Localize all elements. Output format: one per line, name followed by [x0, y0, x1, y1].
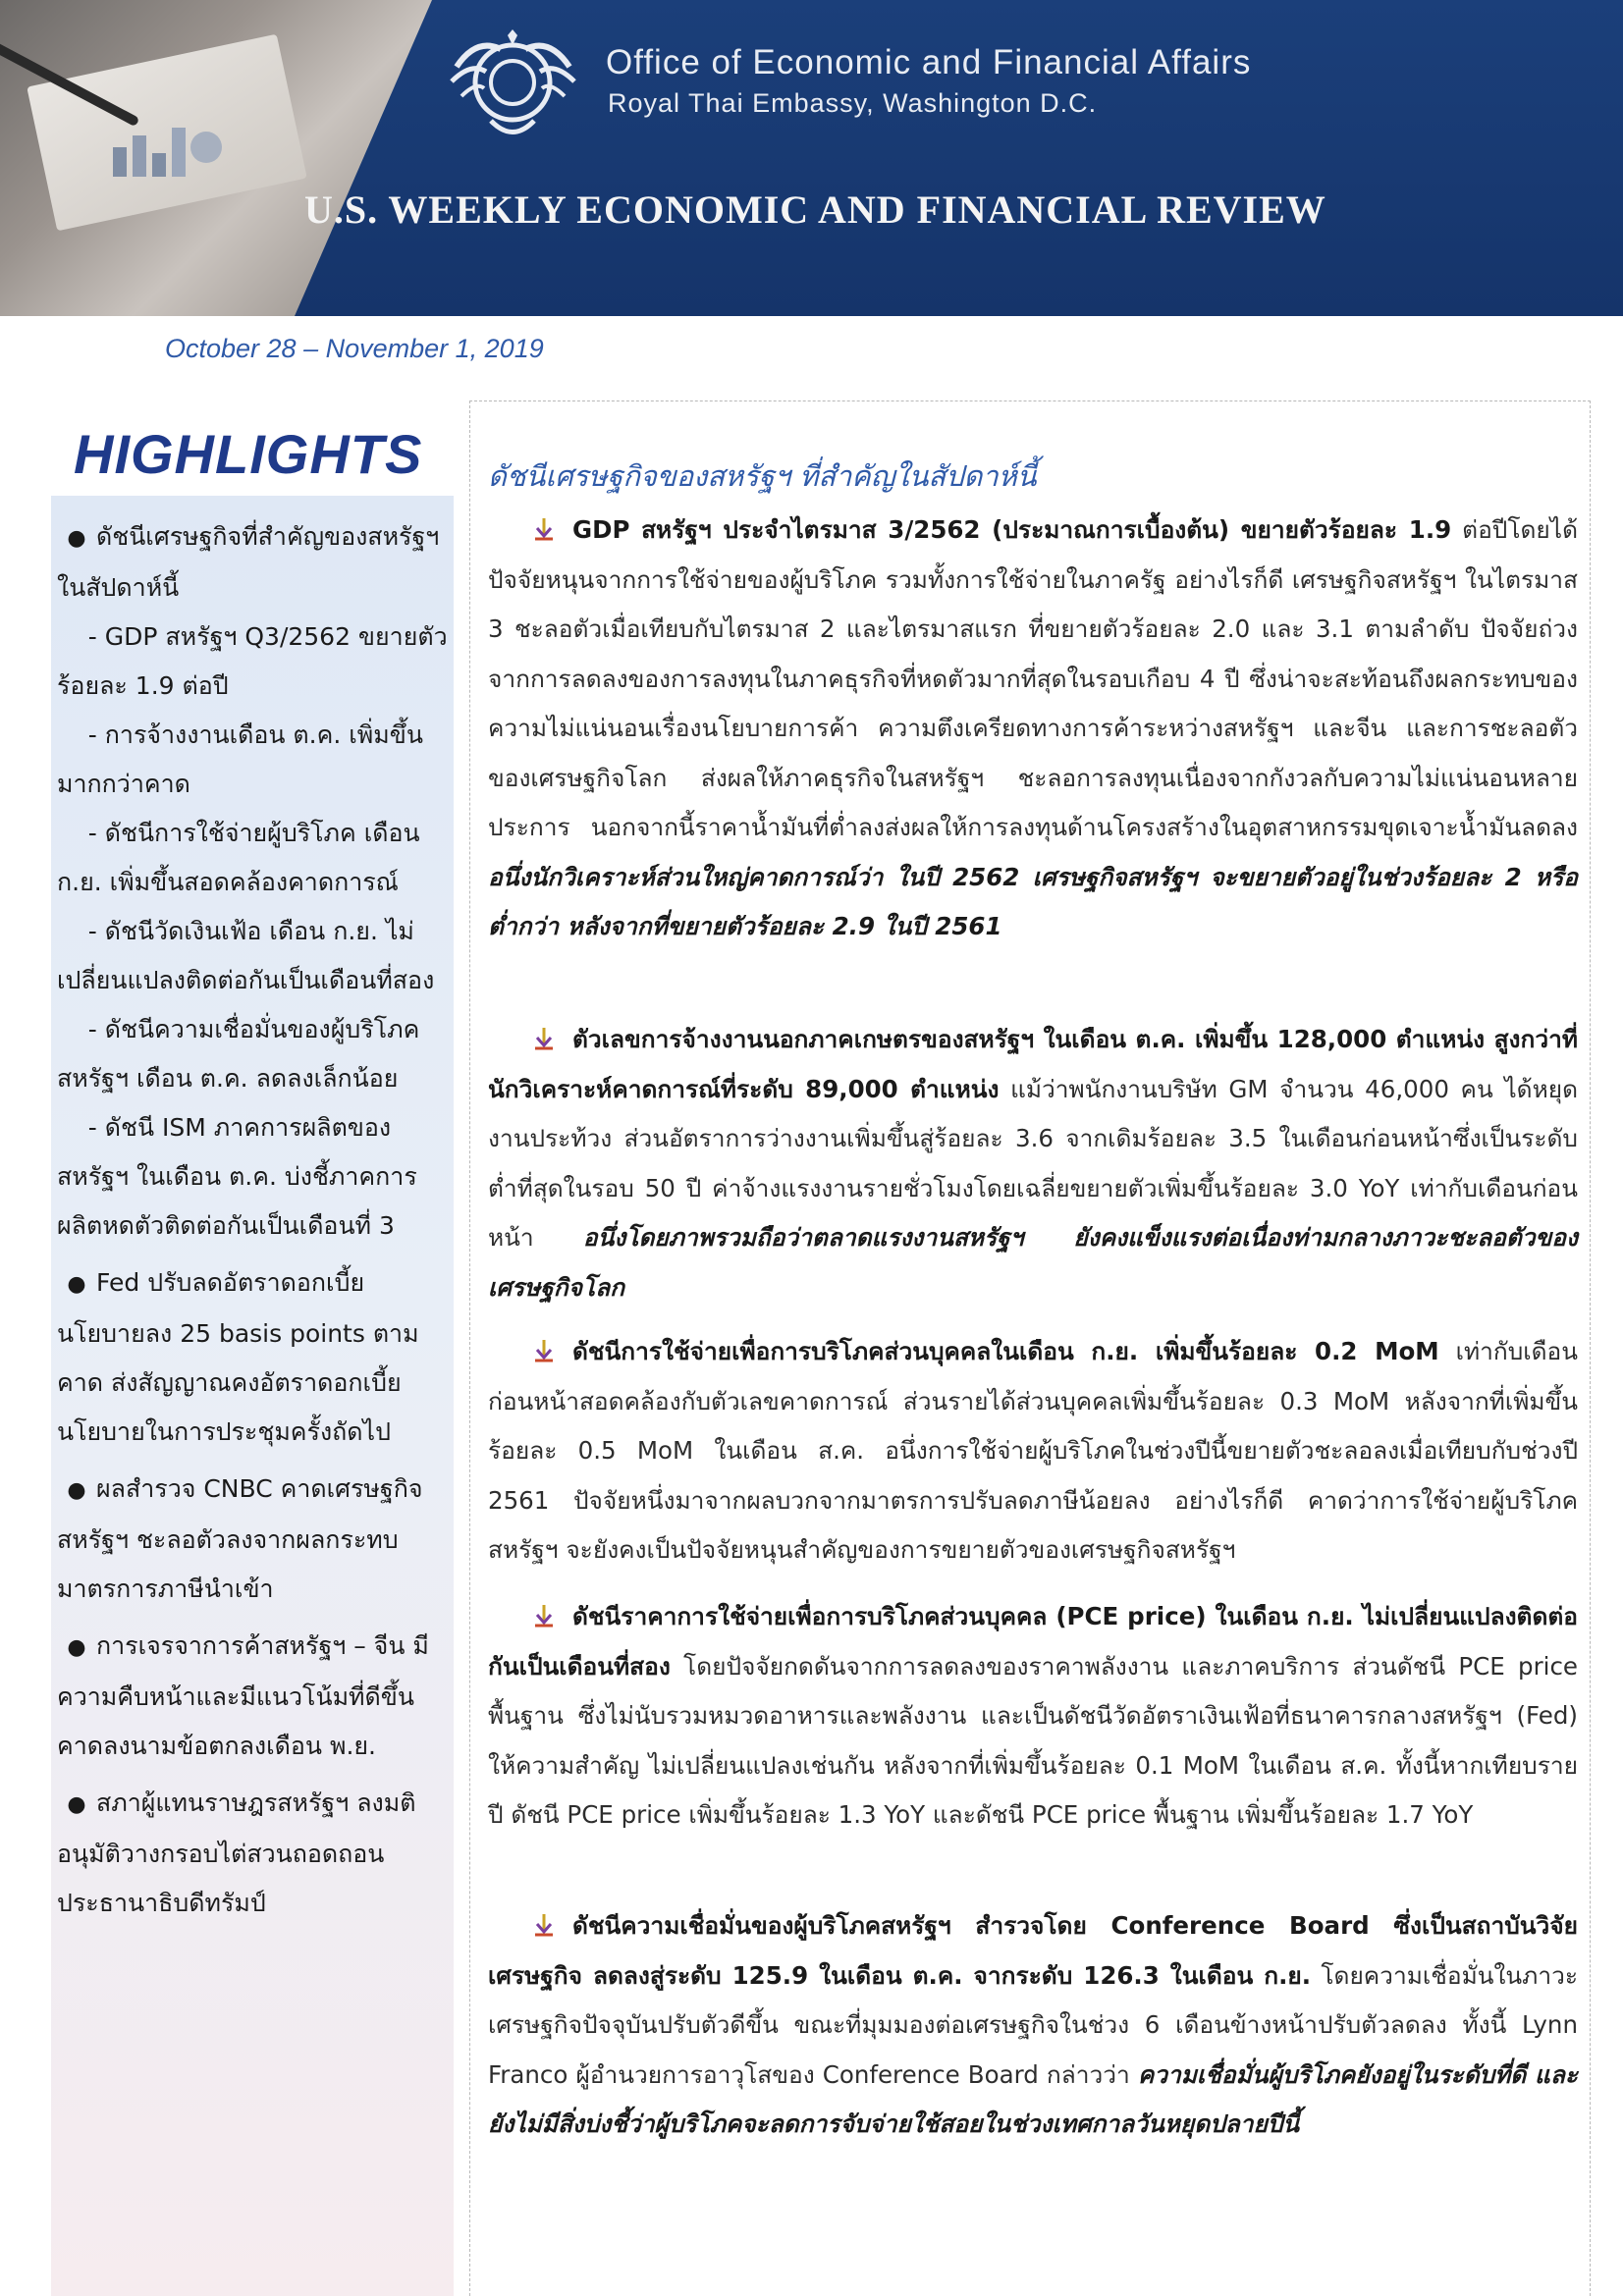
review-title: U.S. WEEKLY ECONOMIC AND FINANCIAL REVIEW: [304, 187, 1326, 232]
paragraph-body: โดยปัจจัยกดดันจากการลดลงของราคาพลังงาน และภาคบริการ ส่วนดัชนี PCE price พื้นฐาน ซึ่งไม่นับรวมหมวดอาหารและพลังงาน และเป็นดัชนีวัดอัตราเงินเฟ้อที่ธนาคารกลางสหรัฐฯ (Fed) ให้ความสำคัญ ไม่เปลี่ยนแปลงเช่นกัน หลังจากที่เพิ่มขึ้นร้อยละ 0.1 MoM ในเดือน ส.ค. ทั้งนี้หากเทียบรายปี ดัชนี PCE price เพิ่มขึ้นร้อยละ 1.3 YoY และดัชนี PCE price พื้นฐาน เพิ่มขึ้นร้อยละ 1.7 YoY: [488, 1651, 1578, 1829]
org-subtitle: Royal Thai Embassy, Washington D.C.: [608, 88, 1098, 118]
org-name: Office of Economic and Financial Affairs: [606, 43, 1252, 81]
bullet-arrow-icon: [531, 1026, 557, 1051]
highlight-item: ● การเจรจาการค้าสหรัฐฯ – จีน มีความคืบหน้าและมีแนวโน้มที่ดีขึ้น คาดลงนามข้อตกลงเดือน พ.ย.: [57, 1622, 450, 1771]
highlights-title: HIGHLIGHTS: [74, 423, 423, 485]
paragraph-lead: ดัชนีราคาการใช้จ่ายเพื่อการบริโภคส่วนบุคคล (PCE price) ในเดือน ก.ย. ไม่เปลี่ยนแปลงติดต่อกันเป็นเดือนที่สอง: [488, 1602, 1578, 1681]
highlights-list: [57, 512, 450, 1928]
highlight-subitem: - ดัชนี ISM ภาคการผลิตของสหรัฐฯ ในเดือน ต.ค. บ่งชี้ภาคการผลิตหดตัวติดต่อกันเป็นเดือนที่ 3: [57, 1103, 450, 1251]
report-date: October 28 – November 1, 2019: [165, 334, 544, 363]
section-heading: ดัชนีเศรษฐกิจของสหรัฐฯ ที่สำคัญในสัปดาห์นี้: [488, 459, 1037, 493]
paragraph-body: โดยความเชื่อมั่นในภาวะเศรษฐกิจปัจจุบันปรับตัวดีขึ้น ขณะที่มุมมองต่อเศรษฐกิจในช่วง 6 เดือนข้างหน้าปรับตัวลดลง ทั้งนี้ Lynn Franco ผู้อำนวยการอาวุโสของ Conference Board กล่าวว่า: [488, 1960, 1578, 2089]
header-photo: [0, 0, 432, 316]
paragraph-lead: GDP สหรัฐฯ ประจำไตรมาส 3/2562 (ประมาณการเบื้องต้น) ขยายตัวร้อยละ 1.9: [572, 515, 1452, 544]
highlight-subitem: - ดัชนีวัดเงินเฟ้อ เดือน ก.ย. ไม่เปลี่ยนแปลงติดต่อกันเป็นเดือนที่สอง: [57, 907, 450, 1005]
bullet-arrow-icon: [531, 1912, 557, 1938]
garuda-emblem-icon: [447, 27, 579, 145]
highlight-item: ● ดัชนีเศรษฐกิจที่สำคัญของสหรัฐฯ ในสัปดาห์นี้: [57, 512, 450, 613]
highlight-item: ● Fed ปรับลดอัตราดอกเบี้ยนโยบายลง 25 basis points ตามคาด ส่งสัญญาณคงอัตราดอกเบี้ยนโยบายในการประชุมครั้งถัดไป: [57, 1258, 450, 1457]
paragraph-lead: ตัวเลขการจ้างงานนอกภาคเกษตรของสหรัฐฯ ในเดือน ต.ค. เพิ่มขึ้น 128,000 ตำแหน่ง สูงกว่าที่นักวิเคราะห์คาดการณ์ที่ระดับ 89,000 ตำแหน่ง: [488, 1025, 1578, 1103]
highlight-subitem: - ดัชนีการใช้จ่ายผู้บริโภค เดือน ก.ย. เพิ่มขึ้นสอดคล้องคาดการณ์: [57, 809, 450, 907]
paragraph-lead: ดัชนีความเชื่อมั่นของผู้บริโภคสหรัฐฯ สำรวจโดย Conference Board ซึ่งเป็นสถาบันวิจัยเศรษฐกิจ ลดลงสู่ระดับ 125.9 ในเดือน ต.ค. จากระดับ 126.3 ในเดือน ก.ย.: [488, 1911, 1578, 1990]
paragraph-emphasis: ความเชื่อมั่นผู้บริโภคยังอยู่ในระดับที่ดี และยังไม่มีสิ่งบ่งชี้ว่าผู้บริโภคจะลดการจับจ่ายใช้สอยในช่วงเทศกาลวันหยุดปลายปีนี้: [488, 2059, 1578, 2138]
paragraph-lead: ดัชนีการใช้จ่ายเพื่อการบริโภคส่วนบุคคลในเดือน ก.ย. เพิ่มขึ้นร้อยละ 0.2 MoM: [572, 1337, 1439, 1365]
bullet-arrow-icon: [531, 1338, 557, 1363]
article-paragraph: [488, 506, 1578, 952]
paragraph-emphasis: อนึ่งนักวิเคราะห์ส่วนใหญ่คาดการณ์ว่า ในปี 2562 เศรษฐกิจสหรัฐฯ จะขยายตัวอยู่ในช่วงร้อยละ 2 หรือต่ำกว่า หลังจากที่ขยายตัวร้อยละ 2.9 ในปี 2561: [488, 862, 1578, 940]
bullet-arrow-icon: [531, 516, 557, 542]
article-paragraph: [488, 1901, 1578, 2150]
highlight-subitem: - การจ้างงานเดือน ต.ค. เพิ่มขึ้นมากกว่าคาด: [57, 711, 450, 809]
highlight-item: ● ผลสำรวจ CNBC คาดเศรษฐกิจสหรัฐฯ ชะลอตัวลงจากผลกระทบมาตรการภาษีนำเข้า: [57, 1465, 450, 1614]
bullet-arrow-icon: [531, 1603, 557, 1629]
paragraph-body: ต่อปีโดยได้ปัจจัยหนุนจากการใช้จ่ายของผู้บริโภค รวมทั้งการใช้จ่ายในภาครัฐ อย่างไรก็ดี เศรษฐกิจสหรัฐฯ ในไตรมาส 3 ชะลอตัวเมื่อเทียบกับไตรมาส 2 และไตรมาสแรก ที่ขยายตัวร้อยละ 2.0 และ 3.1 ตามลำดับ ปัจจัยถ่วงจากการลดลงของการลงทุนในภาคธุรกิจที่หดตัวมากที่สุดในรอบเกือบ 4 ปี ซึ่งน่าจะสะท้อนถึงผลกระทบของความไม่แน่นอนเรื่องนโยบายการค้า ความตึงเครียดทางการค้าระหว่างสหรัฐฯ และจีน และการชะลอตัวของเศรษฐกิจโลก ส่งผลให้ภาคธุรกิจในสหรัฐฯ ชะลอการลงทุนเนื่องจากกังวลกับความไม่แน่นอนหลายประการ นอกจากนี้ราคาน้ำมันที่ต่ำลงส่งผลให้การลงทุนด้านโครงสร้างในอุตสาหกรรมขุดเจาะน้ำมันลดลง: [488, 515, 1579, 841]
highlight-subitem: - ดัชนีความเชื่อมั่นของผู้บริโภคสหรัฐฯ เดือน ต.ค. ลดลงเล็กน้อย: [57, 1005, 450, 1103]
article-paragraph: [488, 1592, 1578, 1841]
article-paragraph: [488, 1327, 1578, 1575]
highlight-subitem: - GDP สหรัฐฯ Q3/2562 ขยายตัวร้อยละ 1.9 ต่อปี: [57, 613, 450, 711]
paragraph-emphasis: อนึ่งโดยภาพรวมถือว่าตลาดแรงงานสหรัฐฯ ยังคงแข็งแรงต่อเนื่องท่ามกลางภาวะชะลอตัวของเศรษฐกิจโลก: [488, 1223, 1578, 1302]
header-banner: [0, 0, 1623, 316]
article-paragraph: [488, 1015, 1578, 1312]
paragraph-body: แม้ว่าพนักงานบริษัท GM จำนวน 46,000 คน ได้หยุดงานประท้วง ส่วนอัตราการว่างงานเพิ่มขึ้นสู่ร้อยละ 3.6 จากเดิมร้อยละ 3.5 ในเดือนก่อนหน้าซึ่งเป็นระดับต่ำที่สุดในรอบ 50 ปี ค่าจ้างแรงงานรายชั่วโมงโดยเฉลี่ยขยายตัวเพิ่มขึ้นร้อยละ 3.0 YoY เท่ากับเดือนก่อนหน้า: [488, 1074, 1578, 1252]
highlight-item: ● สภาผู้แทนราษฎรสหรัฐฯ ลงมติอนุมัติวางกรอบไต่สวนถอดถอนประธานาธิบดีทรัมป์: [57, 1779, 450, 1928]
paragraph-body: เท่ากับเดือนก่อนหน้าสอดคล้องกับตัวเลขคาดการณ์ ส่วนรายได้ส่วนบุคคลเพิ่มขึ้นร้อยละ 0.3 MoM หลังจากที่เพิ่มขึ้นร้อยละ 0.5 MoM ในเดือน ส.ค. อนึ่งการใช้จ่ายผู้บริโภคในช่วงปีนี้ขยายตัวชะลอลงเมื่อเทียบกับช่วงปี 2561 ปัจจัยหนึ่งมาจากผลบวกจากมาตรการปรับลดภาษีน้อยลง อย่างไรก็ดี คาดว่าการใช้จ่ายผู้บริโภคสหรัฐฯ จะยังคงเป็นปัจจัยหนุนสำคัญของการขยายตัวของเศรษฐกิจสหรัฐฯ: [488, 1337, 1578, 1564]
